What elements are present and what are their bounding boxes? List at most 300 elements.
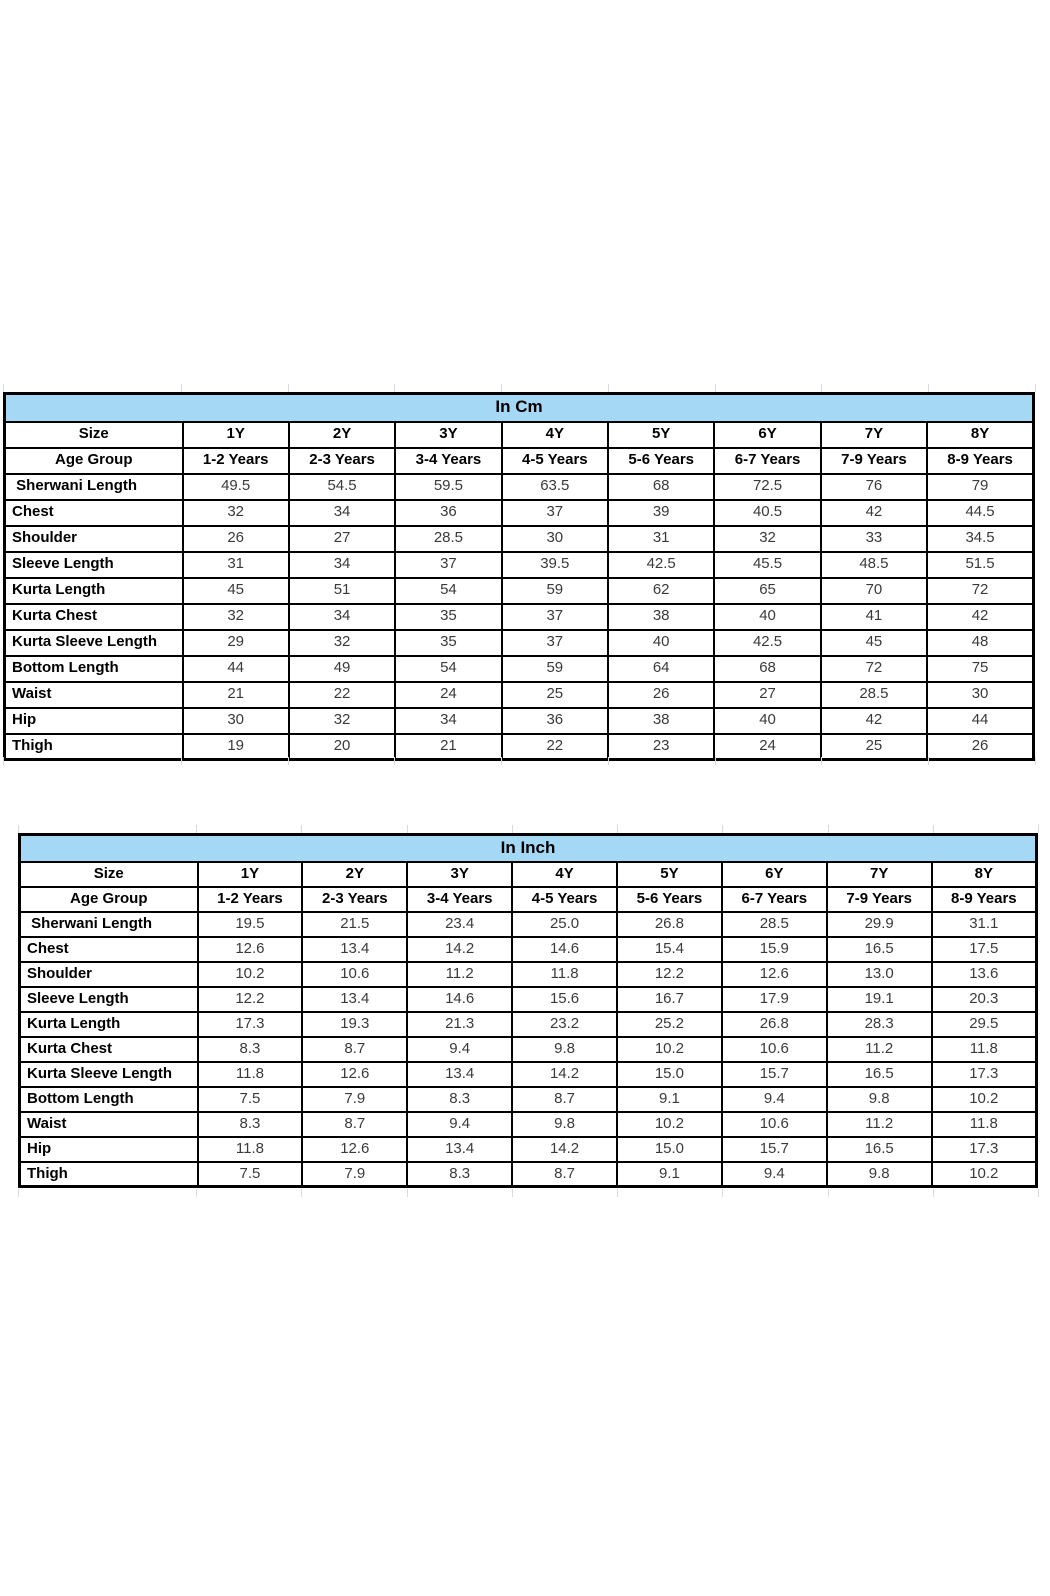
spreadsheet-gridline-tick	[722, 1189, 723, 1197]
age-group-cell: 4-5 Years	[512, 887, 617, 912]
measurement-value: 29	[183, 630, 289, 656]
spreadsheet-gridline-tick	[1035, 757, 1036, 765]
measurement-value: 45.5	[714, 552, 820, 578]
spreadsheet-gridline-tick	[3, 757, 4, 765]
age-group-cell: 2-3 Years	[289, 448, 395, 474]
size-column-header: 3Y	[407, 862, 512, 887]
measurement-value: 10.2	[932, 1162, 1037, 1187]
measurement-value: 15.7	[722, 1137, 827, 1162]
measurement-value: 54	[395, 578, 501, 604]
measurement-value: 27	[714, 682, 820, 708]
measurement-value: 13.4	[407, 1062, 512, 1087]
size-column-header: 5Y	[608, 422, 714, 448]
spreadsheet-gridline-tick	[928, 384, 929, 392]
measurement-value: 8.7	[512, 1087, 617, 1112]
size-column-header: 8Y	[932, 862, 1037, 887]
measurement-value: 25.0	[512, 912, 617, 937]
measurement-value: 29.9	[827, 912, 932, 937]
spreadsheet-gridline-tick	[608, 757, 609, 765]
measurement-value: 14.2	[512, 1062, 617, 1087]
measurement-value: 17.5	[932, 937, 1037, 962]
measurement-value: 17.3	[932, 1137, 1037, 1162]
spreadsheet-gridline-tick	[1038, 1189, 1039, 1197]
measurement-value: 16.7	[617, 987, 722, 1012]
measurement-value: 54.5	[289, 474, 395, 500]
measurement-value: 37	[502, 500, 608, 526]
measurement-row	[20, 1112, 1037, 1137]
measurement-value: 20.3	[932, 987, 1037, 1012]
measurement-value: 40	[608, 630, 714, 656]
measurement-value: 59	[502, 656, 608, 682]
spreadsheet-gridline-tick	[821, 757, 822, 765]
measurement-value: 36	[502, 708, 608, 734]
measurement-value: 8.3	[407, 1162, 512, 1187]
measurement-value: 42.5	[714, 630, 820, 656]
measurement-value: 8.7	[512, 1162, 617, 1187]
measurement-value: 14.6	[512, 937, 617, 962]
measurement-row	[5, 500, 1034, 526]
measurement-value: 9.4	[407, 1037, 512, 1062]
measurement-value: 8.7	[302, 1112, 407, 1137]
measurement-value: 13.4	[302, 987, 407, 1012]
measurement-row	[20, 1062, 1037, 1087]
age-group-cell: 5-6 Years	[617, 887, 722, 912]
measurement-value: 26	[608, 682, 714, 708]
age-group-cell: 4-5 Years	[502, 448, 608, 474]
measurement-value: 19.1	[827, 987, 932, 1012]
measurement-value: 38	[608, 604, 714, 630]
spreadsheet-gridline-tick	[1038, 825, 1039, 833]
measurement-value: 24	[714, 734, 820, 760]
measurement-value: 30	[927, 682, 1033, 708]
spreadsheet-gridline-tick	[933, 825, 934, 833]
spreadsheet-gridline-tick	[181, 757, 182, 765]
measurement-value: 32	[183, 604, 289, 630]
measurement-value: 31.1	[932, 912, 1037, 937]
measurement-value: 9.4	[722, 1162, 827, 1187]
measurement-row	[5, 474, 1034, 500]
measurement-value: 10.2	[617, 1112, 722, 1137]
age-row-label: Age Group	[5, 448, 183, 474]
measurement-row	[5, 526, 1034, 552]
size-table-cm	[3, 392, 1035, 761]
measurement-label: Sherwani Length	[5, 474, 183, 500]
measurement-value: 9.4	[407, 1112, 512, 1137]
measurement-value: 12.6	[198, 937, 303, 962]
measurement-label: Sherwani Length	[20, 912, 198, 937]
spreadsheet-gridline-tick	[301, 825, 302, 833]
measurement-value: 37	[395, 552, 501, 578]
measurement-label: Bottom Length	[20, 1087, 198, 1112]
measurement-label: Kurta Chest	[20, 1037, 198, 1062]
spreadsheet-gridline-tick	[512, 825, 513, 833]
measurement-row	[20, 912, 1037, 937]
measurement-value: 9.8	[827, 1162, 932, 1187]
spreadsheet-gridline-tick	[394, 384, 395, 392]
spreadsheet-gridline-tick	[501, 757, 502, 765]
measurement-value: 8.3	[407, 1087, 512, 1112]
measurement-row	[5, 630, 1034, 656]
table-title: In Cm	[5, 394, 1034, 422]
measurement-row	[20, 1162, 1037, 1187]
measurement-value: 51.5	[927, 552, 1033, 578]
measurement-value: 15.9	[722, 937, 827, 962]
age-group-cell: 7-9 Years	[821, 448, 927, 474]
measurement-row	[20, 1012, 1037, 1037]
measurement-label: Thigh	[5, 734, 183, 760]
measurement-value: 17.3	[198, 1012, 303, 1037]
measurement-value: 28.5	[395, 526, 501, 552]
spreadsheet-gridline-tick	[821, 384, 822, 392]
measurement-value: 29.5	[932, 1012, 1037, 1037]
age-row-label: Age Group	[20, 887, 198, 912]
measurement-row	[20, 962, 1037, 987]
measurement-value: 14.2	[407, 937, 512, 962]
spreadsheet-gridline-tick	[196, 1189, 197, 1197]
measurement-row	[5, 656, 1034, 682]
spreadsheet-gridline-tick	[288, 384, 289, 392]
spreadsheet-gridline-tick	[196, 825, 197, 833]
measurement-value: 41	[821, 604, 927, 630]
size-column-header: 8Y	[927, 422, 1033, 448]
measurement-label: Waist	[20, 1112, 198, 1137]
measurement-label: Shoulder	[5, 526, 183, 552]
spreadsheet-gridline-tick	[501, 384, 502, 392]
measurement-value: 34	[289, 500, 395, 526]
measurement-value: 8.7	[302, 1037, 407, 1062]
measurement-value: 34	[395, 708, 501, 734]
size-table-cm-body	[5, 394, 1034, 760]
measurement-value: 65	[714, 578, 820, 604]
measurement-row	[20, 937, 1037, 962]
measurement-value: 39	[608, 500, 714, 526]
measurement-value: 21	[395, 734, 501, 760]
measurement-value: 10.6	[722, 1037, 827, 1062]
measurement-value: 26	[927, 734, 1033, 760]
size-column-header: 3Y	[395, 422, 501, 448]
size-column-header: 4Y	[502, 422, 608, 448]
measurement-label: Bottom Length	[5, 656, 183, 682]
measurement-value: 34	[289, 552, 395, 578]
measurement-value: 8.3	[198, 1037, 303, 1062]
measurement-value: 28.5	[722, 912, 827, 937]
measurement-value: 44.5	[927, 500, 1033, 526]
measurement-value: 10.6	[722, 1112, 827, 1137]
size-column-header: 6Y	[714, 422, 820, 448]
measurement-value: 15.6	[512, 987, 617, 1012]
measurement-value: 11.2	[407, 962, 512, 987]
spreadsheet-gridline-tick	[722, 825, 723, 833]
measurement-value: 19	[183, 734, 289, 760]
measurement-label: Shoulder	[20, 962, 198, 987]
spreadsheet-gridline-tick	[3, 384, 4, 392]
measurement-value: 40	[714, 604, 820, 630]
measurement-value: 48	[927, 630, 1033, 656]
measurement-value: 75	[927, 656, 1033, 682]
age-group-cell: 3-4 Years	[395, 448, 501, 474]
measurement-value: 25	[502, 682, 608, 708]
measurement-value: 42	[821, 708, 927, 734]
measurement-value: 9.1	[617, 1087, 722, 1112]
measurement-value: 12.6	[722, 962, 827, 987]
measurement-value: 11.8	[512, 962, 617, 987]
spreadsheet-gridline-tick	[288, 757, 289, 765]
measurement-value: 31	[608, 526, 714, 552]
measurement-row	[20, 1037, 1037, 1062]
spreadsheet-gridline-tick	[181, 384, 182, 392]
age-group-cell: 1-2 Years	[198, 887, 303, 912]
measurement-row	[5, 578, 1034, 604]
measurement-value: 44	[183, 656, 289, 682]
measurement-value: 45	[821, 630, 927, 656]
spreadsheet-gridline-tick	[18, 825, 19, 833]
measurement-row	[5, 708, 1034, 734]
age-group-cell: 6-7 Years	[714, 448, 820, 474]
measurement-value: 39.5	[502, 552, 608, 578]
measurement-value: 21.5	[302, 912, 407, 937]
measurement-value: 26.8	[722, 1012, 827, 1037]
spreadsheet-gridline-tick	[828, 1189, 829, 1197]
measurement-value: 42	[927, 604, 1033, 630]
measurement-label: Kurta Sleeve Length	[20, 1062, 198, 1087]
measurement-value: 72.5	[714, 474, 820, 500]
spreadsheet-gridline-tick	[407, 825, 408, 833]
measurement-value: 13.6	[932, 962, 1037, 987]
measurement-label: Sleeve Length	[5, 552, 183, 578]
measurement-value: 42.5	[608, 552, 714, 578]
measurement-value: 40.5	[714, 500, 820, 526]
size-column-header: 1Y	[183, 422, 289, 448]
measurement-value: 28.5	[821, 682, 927, 708]
measurement-value: 68	[608, 474, 714, 500]
measurement-value: 17.3	[932, 1062, 1037, 1087]
age-group-cell: 6-7 Years	[722, 887, 827, 912]
measurement-value: 9.1	[617, 1162, 722, 1187]
size-row-label: Size	[20, 862, 198, 887]
measurement-value: 51	[289, 578, 395, 604]
measurement-label: Sleeve Length	[20, 987, 198, 1012]
measurement-value: 13.0	[827, 962, 932, 987]
age-group-cell: 7-9 Years	[827, 887, 932, 912]
measurement-value: 44	[927, 708, 1033, 734]
age-group-cell: 5-6 Years	[608, 448, 714, 474]
measurement-value: 7.9	[302, 1162, 407, 1187]
measurement-row	[20, 987, 1037, 1012]
measurement-label: Kurta Sleeve Length	[5, 630, 183, 656]
size-column-header: 7Y	[827, 862, 932, 887]
measurement-value: 20	[289, 734, 395, 760]
measurement-label: Kurta Chest	[5, 604, 183, 630]
measurement-value: 31	[183, 552, 289, 578]
measurement-value: 15.7	[722, 1062, 827, 1087]
spreadsheet-gridline-tick	[394, 757, 395, 765]
measurement-value: 37	[502, 604, 608, 630]
measurement-value: 59	[502, 578, 608, 604]
measurement-value: 32	[289, 708, 395, 734]
measurement-label: Kurta Length	[20, 1012, 198, 1037]
age-group-cell: 8-9 Years	[927, 448, 1033, 474]
measurement-value: 11.2	[827, 1112, 932, 1137]
measurement-value: 63.5	[502, 474, 608, 500]
spreadsheet-gridline-tick	[512, 1189, 513, 1197]
measurement-value: 25.2	[617, 1012, 722, 1037]
size-table-inch-body	[20, 835, 1037, 1187]
measurement-value: 9.8	[827, 1087, 932, 1112]
measurement-value: 35	[395, 630, 501, 656]
measurement-value: 12.6	[302, 1137, 407, 1162]
measurement-value: 11.8	[198, 1062, 303, 1087]
spreadsheet-gridline-tick	[715, 384, 716, 392]
measurement-label: Hip	[20, 1137, 198, 1162]
measurement-row	[5, 604, 1034, 630]
measurement-value: 45	[183, 578, 289, 604]
measurement-value: 15.0	[617, 1062, 722, 1087]
spreadsheet-gridline-tick	[933, 1189, 934, 1197]
measurement-value: 10.2	[932, 1087, 1037, 1112]
measurement-value: 16.5	[827, 937, 932, 962]
size-column-header: 2Y	[289, 422, 395, 448]
measurement-row	[5, 552, 1034, 578]
measurement-value: 54	[395, 656, 501, 682]
measurement-row	[20, 1087, 1037, 1112]
measurement-value: 49	[289, 656, 395, 682]
measurement-value: 79	[927, 474, 1033, 500]
measurement-value: 19.5	[198, 912, 303, 937]
measurement-value: 35	[395, 604, 501, 630]
measurement-value: 11.2	[827, 1037, 932, 1062]
measurement-value: 15.0	[617, 1137, 722, 1162]
measurement-value: 10.2	[198, 962, 303, 987]
measurement-value: 7.5	[198, 1087, 303, 1112]
measurement-value: 16.5	[827, 1137, 932, 1162]
age-group-cell: 3-4 Years	[407, 887, 512, 912]
measurement-value: 19.3	[302, 1012, 407, 1037]
measurement-value: 22	[502, 734, 608, 760]
measurement-value: 23.2	[512, 1012, 617, 1037]
measurement-value: 9.4	[722, 1087, 827, 1112]
measurement-value: 48.5	[821, 552, 927, 578]
measurement-value: 36	[395, 500, 501, 526]
age-group-cell: 2-3 Years	[302, 887, 407, 912]
measurement-label: Hip	[5, 708, 183, 734]
measurement-value: 76	[821, 474, 927, 500]
measurement-value: 17.9	[722, 987, 827, 1012]
spreadsheet-gridline-tick	[617, 825, 618, 833]
table-title: In Inch	[20, 835, 1037, 862]
measurement-value: 70	[821, 578, 927, 604]
measurement-value: 12.2	[198, 987, 303, 1012]
size-column-header: 7Y	[821, 422, 927, 448]
measurement-value: 72	[927, 578, 1033, 604]
measurement-value: 32	[183, 500, 289, 526]
measurement-value: 12.2	[617, 962, 722, 987]
spreadsheet-gridline-tick	[928, 757, 929, 765]
measurement-value: 64	[608, 656, 714, 682]
measurement-value: 11.8	[932, 1037, 1037, 1062]
spreadsheet-gridline-tick	[301, 1189, 302, 1197]
size-column-header: 5Y	[617, 862, 722, 887]
measurement-value: 38	[608, 708, 714, 734]
measurement-value: 37	[502, 630, 608, 656]
measurement-value: 32	[289, 630, 395, 656]
measurement-value: 14.6	[407, 987, 512, 1012]
measurement-value: 9.8	[512, 1112, 617, 1137]
measurement-value: 10.6	[302, 962, 407, 987]
measurement-value: 27	[289, 526, 395, 552]
measurement-value: 24	[395, 682, 501, 708]
measurement-value: 10.2	[617, 1037, 722, 1062]
measurement-value: 49.5	[183, 474, 289, 500]
measurement-value: 59.5	[395, 474, 501, 500]
measurement-value: 15.4	[617, 937, 722, 962]
size-column-header: 2Y	[302, 862, 407, 887]
measurement-value: 11.8	[932, 1112, 1037, 1137]
spreadsheet-gridline-tick	[18, 1189, 19, 1197]
size-column-header: 6Y	[722, 862, 827, 887]
measurement-value: 9.8	[512, 1037, 617, 1062]
measurement-label: Chest	[5, 500, 183, 526]
spreadsheet-gridline-tick	[1035, 384, 1036, 392]
measurement-value: 13.4	[302, 937, 407, 962]
measurement-row	[20, 1137, 1037, 1162]
spreadsheet-gridline-tick	[407, 1189, 408, 1197]
measurement-value: 72	[821, 656, 927, 682]
measurement-row	[5, 682, 1034, 708]
measurement-row	[5, 734, 1034, 760]
measurement-value: 7.9	[302, 1087, 407, 1112]
measurement-value: 34.5	[927, 526, 1033, 552]
measurement-label: Kurta Length	[5, 578, 183, 604]
measurement-value: 14.2	[512, 1137, 617, 1162]
measurement-value: 22	[289, 682, 395, 708]
measurement-value: 34	[289, 604, 395, 630]
measurement-value: 21.3	[407, 1012, 512, 1037]
size-row-label: Size	[5, 422, 183, 448]
measurement-value: 23	[608, 734, 714, 760]
measurement-value: 23.4	[407, 912, 512, 937]
measurement-value: 33	[821, 526, 927, 552]
measurement-value: 25	[821, 734, 927, 760]
measurement-value: 11.8	[198, 1137, 303, 1162]
measurement-value: 26	[183, 526, 289, 552]
measurement-value: 13.4	[407, 1137, 512, 1162]
age-group-cell: 8-9 Years	[932, 887, 1037, 912]
measurement-label: Chest	[20, 937, 198, 962]
measurement-value: 40	[714, 708, 820, 734]
measurement-value: 42	[821, 500, 927, 526]
measurement-value: 62	[608, 578, 714, 604]
measurement-value: 7.5	[198, 1162, 303, 1187]
spreadsheet-gridline-tick	[828, 825, 829, 833]
measurement-value: 68	[714, 656, 820, 682]
measurement-value: 30	[183, 708, 289, 734]
measurement-value: 8.3	[198, 1112, 303, 1137]
measurement-value: 26.8	[617, 912, 722, 937]
measurement-value: 16.5	[827, 1062, 932, 1087]
spreadsheet-gridline-tick	[715, 757, 716, 765]
measurement-value: 12.6	[302, 1062, 407, 1087]
spreadsheet-gridline-tick	[608, 384, 609, 392]
measurement-value: 21	[183, 682, 289, 708]
measurement-value: 30	[502, 526, 608, 552]
measurement-label: Waist	[5, 682, 183, 708]
measurement-value: 28.3	[827, 1012, 932, 1037]
size-table-inch	[18, 833, 1038, 1188]
size-column-header: 4Y	[512, 862, 617, 887]
age-group-cell: 1-2 Years	[183, 448, 289, 474]
measurement-label: Thigh	[20, 1162, 198, 1187]
measurement-value: 32	[714, 526, 820, 552]
